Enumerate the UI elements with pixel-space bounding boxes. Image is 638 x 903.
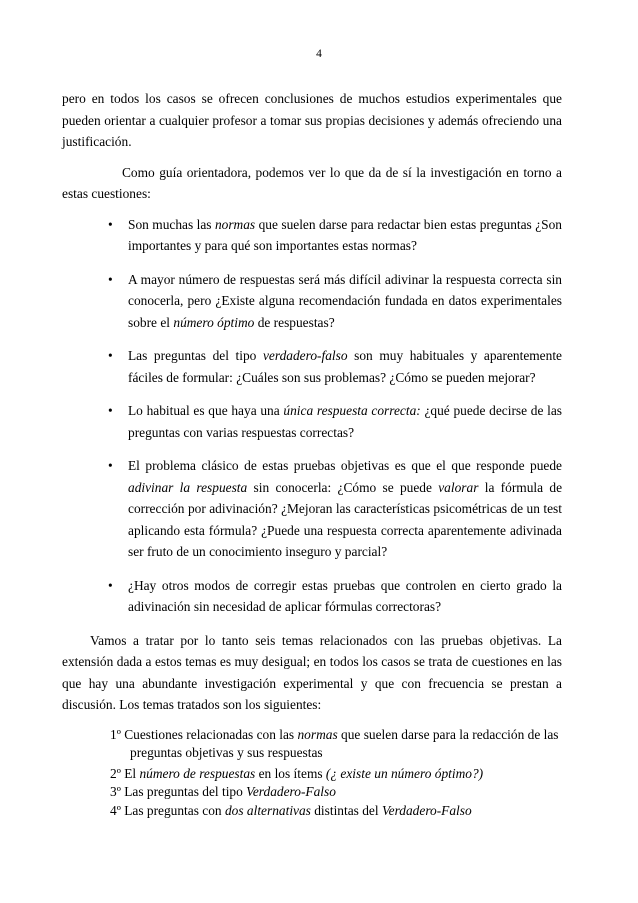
- topic-text: 1º Cuestiones relacionadas con las: [110, 726, 298, 742]
- paragraph-intro: pero en todos los casos se ofrecen conclusiones de muchos estudios experimentales que pueden orientar a cualquier profesor a tomar sus propias decisiones y además ofreciendo una justificación.: [62, 91, 562, 149]
- list-item: [62, 214, 562, 257]
- bullet-emphasis: valorar: [438, 479, 479, 495]
- topic-emphasis: Verdadero-Falso: [381, 802, 472, 818]
- list-item: [62, 575, 562, 618]
- bullet-text: que suelen darse para redactar bien estas preguntas ¿Son importantes y para qué son importantes estas normas?: [128, 216, 562, 253]
- bullet-text: Lo habitual es que haya una: [128, 403, 284, 418]
- topic-text: 3º Las preguntas del tipo: [110, 784, 247, 799]
- list-item: [62, 765, 562, 784]
- bullet-text: El problema clásico de estas pruebas objetivas es que el que responde puede: [128, 458, 562, 473]
- bullet-text: ¿Hay otros modos de corregir estas pruebas que controlen en cierto grado la adivinación sin necesidad de aplicar fórmulas correctoras?: [128, 577, 562, 614]
- bullet-text: A mayor número de respuestas será más difícil adivinar la respuesta correcta sin conocerla, pero ¿Existe alguna recomendación fundada en datos experimentales sobre el: [128, 271, 562, 330]
- bullet-emphasis: número óptimo: [173, 314, 255, 330]
- list-item: [62, 400, 562, 443]
- bullet-icon: •: [108, 403, 113, 418]
- bullet-emphasis: verdadero-falso: [262, 348, 348, 363]
- bullet-text: de respuestas?: [254, 314, 335, 330]
- topic-text: en los ítems: [255, 765, 326, 781]
- bullet-text: Son muchas las: [128, 216, 215, 232]
- topic-list: [62, 726, 562, 821]
- list-item: [62, 726, 562, 763]
- topic-text: 2º El: [110, 765, 140, 781]
- page-number: 4: [316, 48, 322, 60]
- bullet-text: sin conocerla: ¿Cómo se puede: [247, 479, 439, 495]
- document-body: [62, 88, 562, 820]
- list-item: [62, 783, 562, 802]
- topic-emphasis: (¿ existe un número óptimo?): [325, 765, 484, 781]
- bullet-emphasis: normas: [214, 216, 256, 232]
- paragraph-topics-intro: Vamos a tratar por lo tanto seis temas relacionados con las pruebas objetivas. La extensión dada a estos temas es muy desigual; en todos los casos se trata de cuestiones en las que hay una abundante investigación experimental y que con frecuencia se prestan a discusión. Los temas tratados son los siguientes:: [62, 632, 562, 712]
- topic-emphasis: dos alternativas: [224, 802, 311, 818]
- topic-emphasis: número de respuestas: [139, 765, 256, 781]
- bullet-text: son muy habituales y aparentemente fáciles de formular: ¿Cuáles son sus problemas? ¿Cómo se pueden mejorar?: [128, 348, 562, 385]
- topic-text: distintas del: [310, 802, 382, 818]
- bullet-icon: •: [108, 271, 113, 287]
- list-item: [62, 455, 562, 563]
- list-item: [62, 345, 562, 388]
- topic-emphasis: Verdadero-Falso: [246, 784, 336, 799]
- question-list: [62, 214, 562, 618]
- bullet-text: Las preguntas del tipo: [128, 348, 263, 363]
- bullet-icon: •: [108, 348, 113, 363]
- topic-text: que suelen darse para la redacción de las preguntas objetivas y sus respuestas: [130, 726, 559, 760]
- topic-emphasis: normas: [297, 726, 338, 742]
- bullet-emphasis: única respuesta correcta:: [283, 403, 421, 418]
- bullet-text: ¿qué puede decirse de las preguntas con varias respuestas correctas?: [128, 403, 563, 440]
- bullet-icon: •: [108, 216, 113, 232]
- bullet-icon: •: [108, 577, 113, 593]
- topic-text: 4º Las preguntas con: [110, 802, 225, 818]
- bullet-text: la fórmula de corrección por adivinación? ¿Mejoran las características psicométricas de un test aplicando esta fórmula? ¿Puede una respuesta correcta aparentemente adivinada ser fruto de un conocimiento inseguro y parcial?: [128, 479, 563, 559]
- bullet-emphasis: adivinar la respuesta: [128, 479, 248, 495]
- list-item: [62, 269, 562, 334]
- bullet-icon: •: [108, 458, 113, 473]
- paragraph-guide: Como guía orientadora, podemos ver lo que da de sí la investigación en torno a estas cuestiones:: [62, 164, 562, 201]
- list-item: [62, 802, 562, 821]
